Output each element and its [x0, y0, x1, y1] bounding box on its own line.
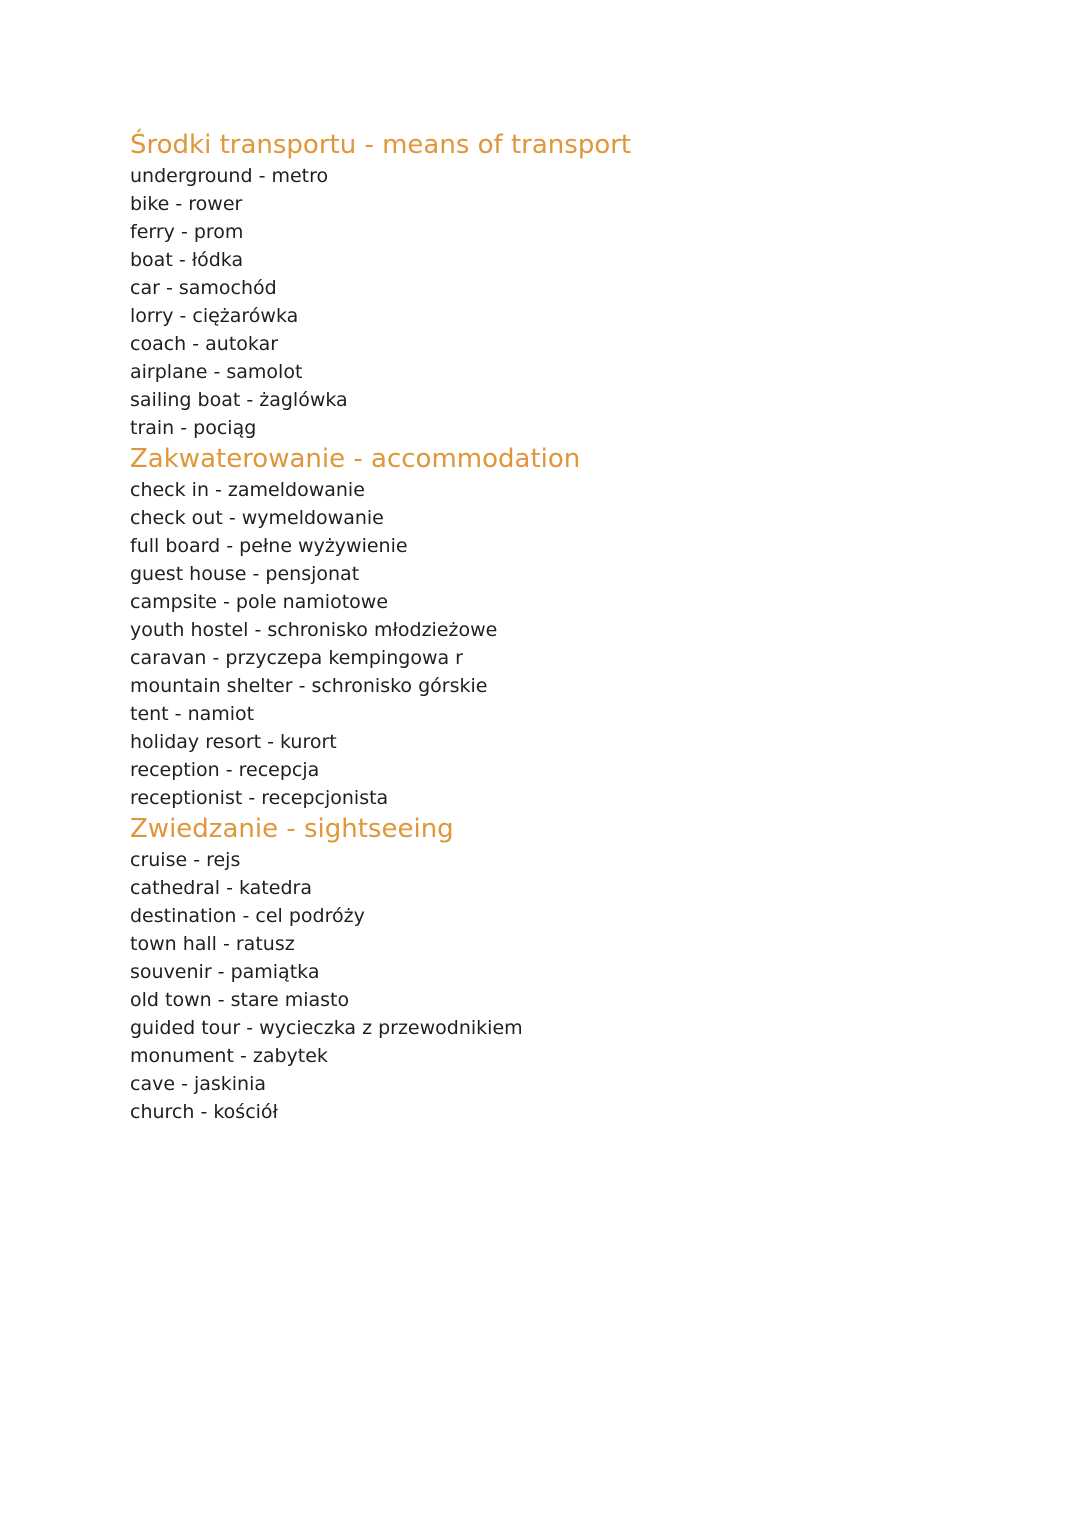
vocab-entry: caravan - przyczepa kempingowa r [130, 647, 463, 669]
vocab-entry: cruise - rejs [130, 849, 241, 871]
vocab-entry: receptionist - recepcjonista [130, 787, 389, 809]
vocab-entry: ferry - prom [130, 221, 244, 243]
vocab-entry: destination - cel podróży [130, 905, 365, 927]
vocab-entry: monument - zabytek [130, 1045, 328, 1067]
vocab-entry: underground - metro [130, 165, 329, 187]
vocab-entry: holiday resort - kurort [130, 731, 337, 753]
section-title-transport: Środki transportu - means of transport [130, 130, 632, 160]
vocab-entry: old town - stare miasto [130, 989, 350, 1011]
vocab-entry: coach - autokar [130, 333, 279, 355]
vocab-entry: campsite - pole namiotowe [130, 591, 389, 613]
vocab-entry: cathedral - katedra [130, 877, 312, 899]
vocab-entry: guest house - pensjonat [130, 563, 360, 585]
section-title-sightseeing: Zwiedzanie - sightseeing [130, 814, 454, 844]
vocab-entry: souvenir - pamiątka [130, 961, 320, 983]
vocab-entry: church - kościół [130, 1101, 278, 1123]
vocab-entry: tent - namiot [130, 703, 255, 725]
vocab-entry: lorry - ciężarówka [130, 305, 299, 327]
vocab-entry: check out - wymeldowanie [130, 507, 384, 529]
vocab-entry: airplane - samolot [130, 361, 303, 383]
vocab-entry: guided tour - wycieczka z przewodnikiem [130, 1017, 523, 1039]
vocab-entry: reception - recepcja [130, 759, 320, 781]
vocab-entry: town hall - ratusz [130, 933, 295, 955]
vocab-entry: full board - pełne wyżywienie [130, 535, 408, 557]
vocab-entry: boat - łódka [130, 249, 244, 271]
section-accommodation [130, 442, 950, 812]
vocabulary-page [130, 128, 950, 1126]
vocab-entry: sailing boat - żaglówka [130, 389, 348, 411]
section-title-accommodation: Zakwaterowanie - accommodation [130, 444, 581, 474]
section-sightseeing [130, 812, 950, 1126]
vocab-entry: car - samochód [130, 277, 277, 299]
vocab-entry: cave - jaskinia [130, 1073, 267, 1095]
vocab-entry: youth hostel - schronisko młodzieżowe [130, 619, 498, 641]
vocab-entry: train - pociąg [130, 417, 257, 439]
vocab-entry: bike - rower [130, 193, 243, 215]
vocab-entry: mountain shelter - schronisko górskie [130, 675, 488, 697]
vocab-entry: check in - zameldowanie [130, 479, 365, 501]
section-transport [130, 128, 950, 442]
